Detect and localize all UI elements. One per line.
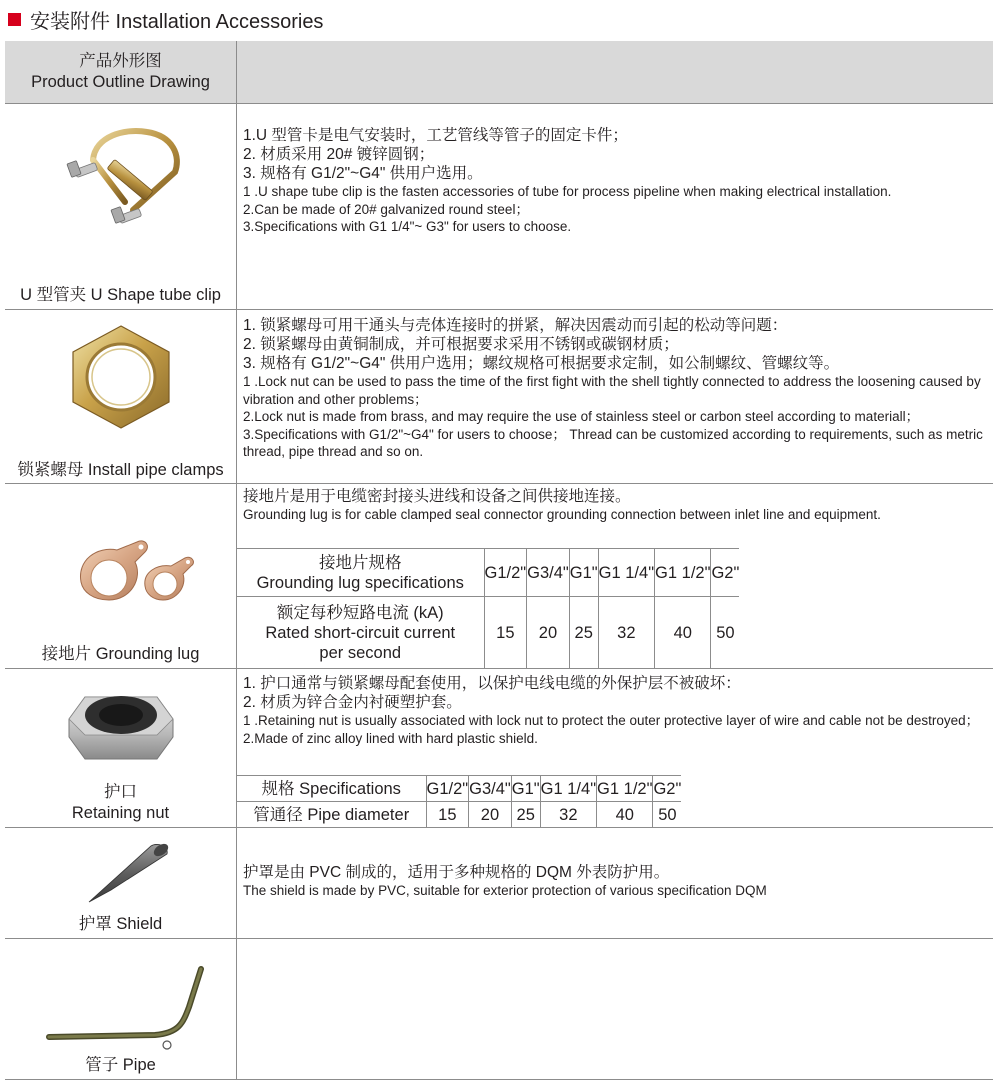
grounding-lug-icon — [73, 534, 203, 609]
table-row — [237, 776, 681, 802]
item-label-grounding-lug: 接地片 Grounding lug — [41, 645, 200, 663]
item-label-pipe: 管子 Pipe — [85, 1056, 156, 1074]
value-cell: 50 — [653, 802, 681, 828]
table-row — [237, 549, 739, 597]
value-cell: 32 — [540, 802, 596, 828]
header-col-drawing-zh: 产品外形图 — [79, 52, 162, 70]
value-cell: 50 — [711, 597, 739, 669]
size-cell: G1 1/4" — [540, 776, 596, 802]
header-col-description — [237, 41, 993, 103]
shield-cone-icon — [85, 842, 175, 908]
item-label-retaining-nut-zh: 护口 — [104, 783, 137, 801]
grounding-lug-spec-table — [237, 548, 739, 669]
section-title-text: 安装附件 Installation Accessories — [30, 10, 324, 33]
item-desc-retaining-nut: 1. 护口通常与锁紧螺母配套使用，以保护电线电缆的外保护层不被破坏： 2. 材质为锌合金内衬硬塑护套。 1 .Retaining nut is usually associated with lock nut to protect the outer protective layer of wire and cable not be destroyed； 2.Made of zinc alloy lined with hard plastic shield. — [243, 675, 980, 746]
value-cell: 40 — [655, 597, 711, 669]
item-label-shield: 护罩 Shield — [78, 915, 163, 933]
table-row — [237, 597, 739, 669]
retaining-nut-icon — [63, 685, 179, 765]
section-title — [8, 6, 323, 32]
table-header — [5, 41, 993, 104]
size-cell: G2" — [711, 549, 739, 597]
item-label-lock-nut: 锁紧螺母 Install pipe clamps — [17, 461, 224, 479]
size-cell: G1 1/2" — [597, 776, 653, 802]
item-row-shield — [5, 828, 993, 939]
value-cell: 25 — [511, 802, 540, 828]
item-label-u-clip: U 型管夹 U Shape tube clip — [20, 286, 221, 304]
retaining-nut-spec-table — [237, 775, 681, 828]
u-shape-clip-icon — [65, 126, 191, 236]
title-marker-icon — [8, 13, 21, 26]
item-desc-pipe — [237, 939, 993, 1079]
value-cell: 25 — [569, 597, 598, 669]
value-cell: 20 — [527, 597, 570, 669]
size-cell: G1/2" — [426, 776, 469, 802]
size-cell: G3/4" — [469, 776, 512, 802]
table-row — [237, 802, 681, 828]
bent-pipe-icon — [43, 963, 213, 1053]
item-desc-u-clip: 1.U 型管卡是电气安装时，工艺管线等管子的固定卡件； 2. 材质采用 20# 镀锌圆钢； 3. 规格有 G1/2"~G4" 供用户选用。 1 .U shape tube clip is the fasten accessories of tube for process pipeline when making electrical installation. 2.Can be made of 20# galvanized round steel； 3.Specifications with G1 1/4"~ G3" for users to choose. — [243, 127, 892, 234]
size-cell: G1" — [511, 776, 540, 802]
value-cell: 15 — [484, 597, 527, 669]
item-label-retaining-nut-en: Retaining nut — [71, 804, 170, 822]
item-desc-lock-nut: 1. 锁紧螺母可用干通头与壳体连接时的拼紧，解决因震动而引起的松动等问题： 2. 锁紧螺母由黄铜制成，并可根据要求采用不锈钢或碳钢材质； 3. 规格有 G1/2"~G4" 供用户选用；螺纹规格可根据要求定制，如公制螺纹、管螺纹等。 1 .Lock nut can be used to pass the time of the first fight with the shell tightly connected to address the loosening caused by vibration and other problems； 2.Lock nut is made from brass, and may require the use of stainless steel or carbon steel according to materiall； 3.Specifications with G1/2"~G4" for users to choose； Thread can be customized according to requirements, such as metric thread, pipe thread and so on. — [243, 317, 983, 459]
item-desc-grounding-lug: 接地片是用于电缆密封接头进线和设备之间供接地连接。 Grounding lug is for cable clamped seal connector grounding connection between inlet line and equipment. — [243, 488, 881, 522]
size-cell: G2" — [653, 776, 681, 802]
item-row-u-clip — [5, 104, 993, 310]
item-row-retaining-nut — [5, 669, 993, 828]
size-cell: G3/4" — [527, 549, 570, 597]
value-cell: 32 — [598, 597, 654, 669]
lock-nut-icon — [63, 322, 179, 432]
spec-header-cell: 规格 Specifications — [237, 776, 426, 802]
item-row-lock-nut — [5, 310, 993, 484]
spec-header-cell: 接地片规格 Grounding lug specifications — [237, 549, 484, 597]
value-cell: 20 — [469, 802, 512, 828]
size-cell: G1" — [569, 549, 598, 597]
size-cell: G1 1/2" — [655, 549, 711, 597]
item-row-pipe — [5, 939, 993, 1080]
pipe-diameter-label-cell: 管通径 Pipe diameter — [237, 802, 426, 828]
header-col-drawing — [5, 41, 237, 103]
value-cell: 40 — [597, 802, 653, 828]
value-cell: 15 — [426, 802, 469, 828]
size-cell: G1/2" — [484, 549, 527, 597]
item-desc-shield: 护罩是由 PVC 制成的，适用于多种规格的 DQM 外表防护用。 The shield is made by PVC, suitable for exterior protection of various specification DQM — [243, 864, 767, 898]
rated-current-label-cell: 额定每秒短路电流 (kA) Rated short-circuit current per second — [237, 597, 484, 669]
size-cell: G1 1/4" — [598, 549, 654, 597]
item-row-grounding-lug — [5, 484, 993, 669]
header-col-drawing-en: Product Outline Drawing — [31, 73, 210, 91]
